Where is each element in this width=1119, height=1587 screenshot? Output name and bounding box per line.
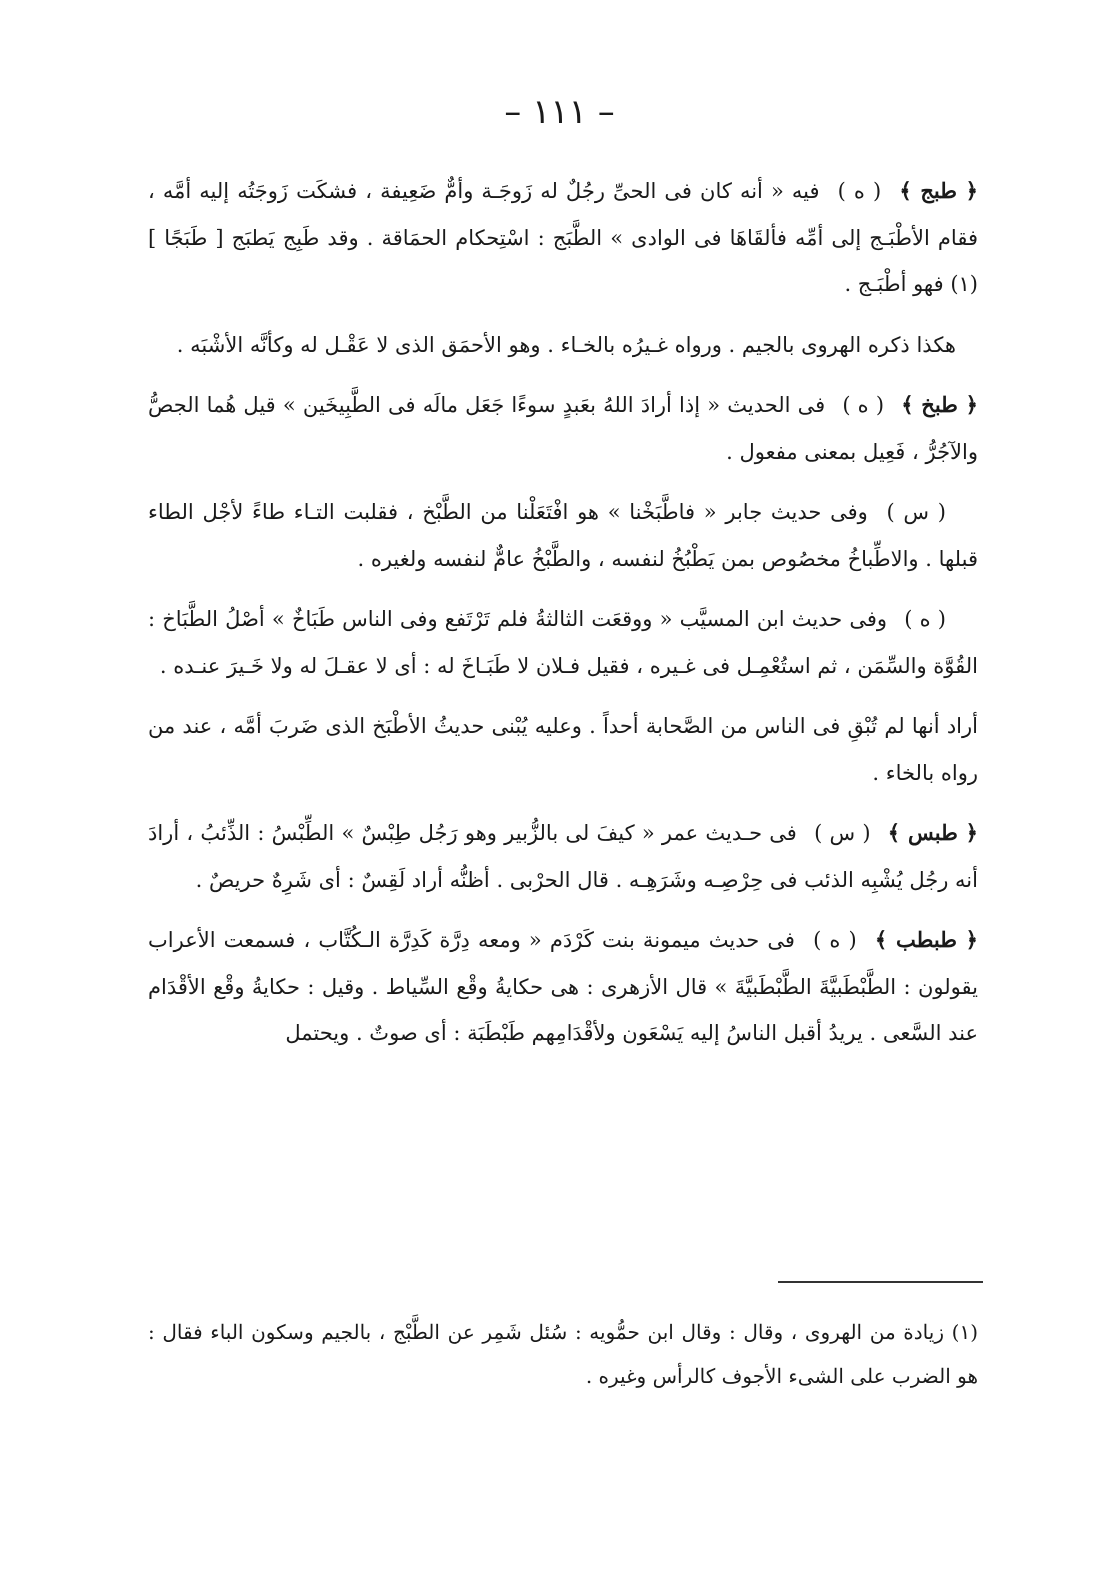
paragraph-text: فى حـديث عمر « كيفَ لى بالزُّبير وهو رَجُل طِبْسٌ » الطِّبْسُ : الذِّئبُ ، أرادَ أنه رجُل يُشْبِه الذئب فى حِرْصِـه وشَرَهِـه . قال الحرْبى . أظنُّه أراد لَقِسٌ : أى شَرِهٌ حريصٌ .: [148, 821, 978, 892]
paragraph-text: وفى حديث جابر « فاطَّبَخْنا » هو افْتَعَلْنا من الطَّبْخ ، فقلبت التـاء طاءً لأجْل الطاء قبلها . والاطِّباخُ مخصُوص بمن يَطْبُخُ لنفسه ، والطَّبْخُ عامٌّ لنفسه ولغيره .: [148, 500, 978, 571]
main-text: [148, 168, 978, 1071]
paragraph-text: فى حديث ميمونة بنت كَرْدَم « ومعه دِرَّة كَدِرَّة الـكُتَّاب ، فسمعت الأعراب يقولون : الطَّبْطَبيَّةَ الطَّبْطَبيَّةَ » قال الأزهرى : هى حكايةُ وقْع السِّياط . وقيل : حكايةُ وقْع الأقْدَام عند السَّعى . يريدُ أقبل الناسُ إليه يَسْعَون ولأقْدَامِهم طَبْطَبَة : أى صوتٌ . ويحتمل: [148, 928, 978, 1045]
paragraph-arada: [148, 703, 978, 796]
source-mark: ( س ): [886, 500, 946, 524]
paragraph-tabakh: [148, 382, 978, 475]
paragraph-tabaj-note: [148, 322, 978, 369]
paragraph-tabtab: [148, 917, 978, 1057]
paragraph-text: أراد أنها لم تُبْقِ فى الناس من الصَّحابة أحداً . وعليه يُبْنى حديثُ الأطْبَخ الذى ضَربَ أمَّه ، عند من رواه بالخاء .: [148, 714, 978, 785]
paragraph-text: فيه « أنه كان فى الحىِّ رجُلٌ له زَوجَـة وأمٌّ ضَعِيفة ، فشكَت زَوجَتُه إليه أمَّه ، فقام الأطْبَـج إلى أمِّه فألقَاهَا فى الوادى » الطَّبَج : اسْتِحكام الحمَاقة . وقد طَبِج يَطبَج [ طَبَجًا ](١) فهو أطْبَـج .: [148, 179, 978, 296]
paragraph-tibs: [148, 810, 978, 903]
paragraph-musayyab: [148, 596, 978, 689]
source-mark: ( ه ): [904, 607, 946, 631]
entry-headword: ﴿ طبس ﴾: [887, 820, 978, 845]
entry-headword: ﴿ طبج ﴾: [899, 178, 978, 203]
paragraph-text: وفى حديث ابن المسيَّب « ووقعَت الثالثةُ فلم تَرْتَفع وفى الناس طَبَاخٌ » أصْلُ الطَّبَاخ : القُوَّة والسِّمَن ، ثم استُعْمِـل فى غـيره ، فقيل فـلان لا طَبَـاخَ له : أى لا عقـلَ له ولا خَـيرَ عنـده .: [148, 607, 978, 678]
source-mark: ( ه ): [842, 393, 885, 417]
footnote-text: (١) زيادة من الهروى ، وقال : وقال ابن حمُّويه : سُئل شَمِر عن الطَّبْج ، بالجيم وسكون الباء فقال : هو الضرب على الشىء الأجوف كالرأس وغيره .: [148, 1320, 978, 1388]
footnote: [148, 1310, 978, 1398]
page-number: – ١١١ –: [504, 92, 615, 132]
paragraph-tabaj: [148, 168, 978, 308]
paragraph-text: هكذا ذكره الهروى بالجيم . ورواه غـيرُه بالخـاء . وهو الأحمَق الذى لا عَقْـل له وكأنَّه الأشْبَه .: [176, 332, 956, 357]
entry-headword: ﴿ طبطب ﴾: [874, 927, 978, 952]
source-mark: ( ه ): [813, 928, 857, 952]
source-mark: ( ه ): [837, 179, 882, 203]
source-mark: ( س ): [814, 821, 871, 845]
footnote-divider: [778, 1281, 983, 1283]
entry-headword: ﴿ طبخ ﴾: [901, 392, 978, 417]
paragraph-text: فى الحديث « إذا أرادَ اللهُ بعَبدٍ سوءًا جَعَل مالَه فى الطَّبِيخَين » قيل هُما الجصُّ والآجُرُّ ، فَعِيل بمعنى مفعول .: [148, 393, 978, 464]
paragraph-jabir: [148, 489, 978, 582]
